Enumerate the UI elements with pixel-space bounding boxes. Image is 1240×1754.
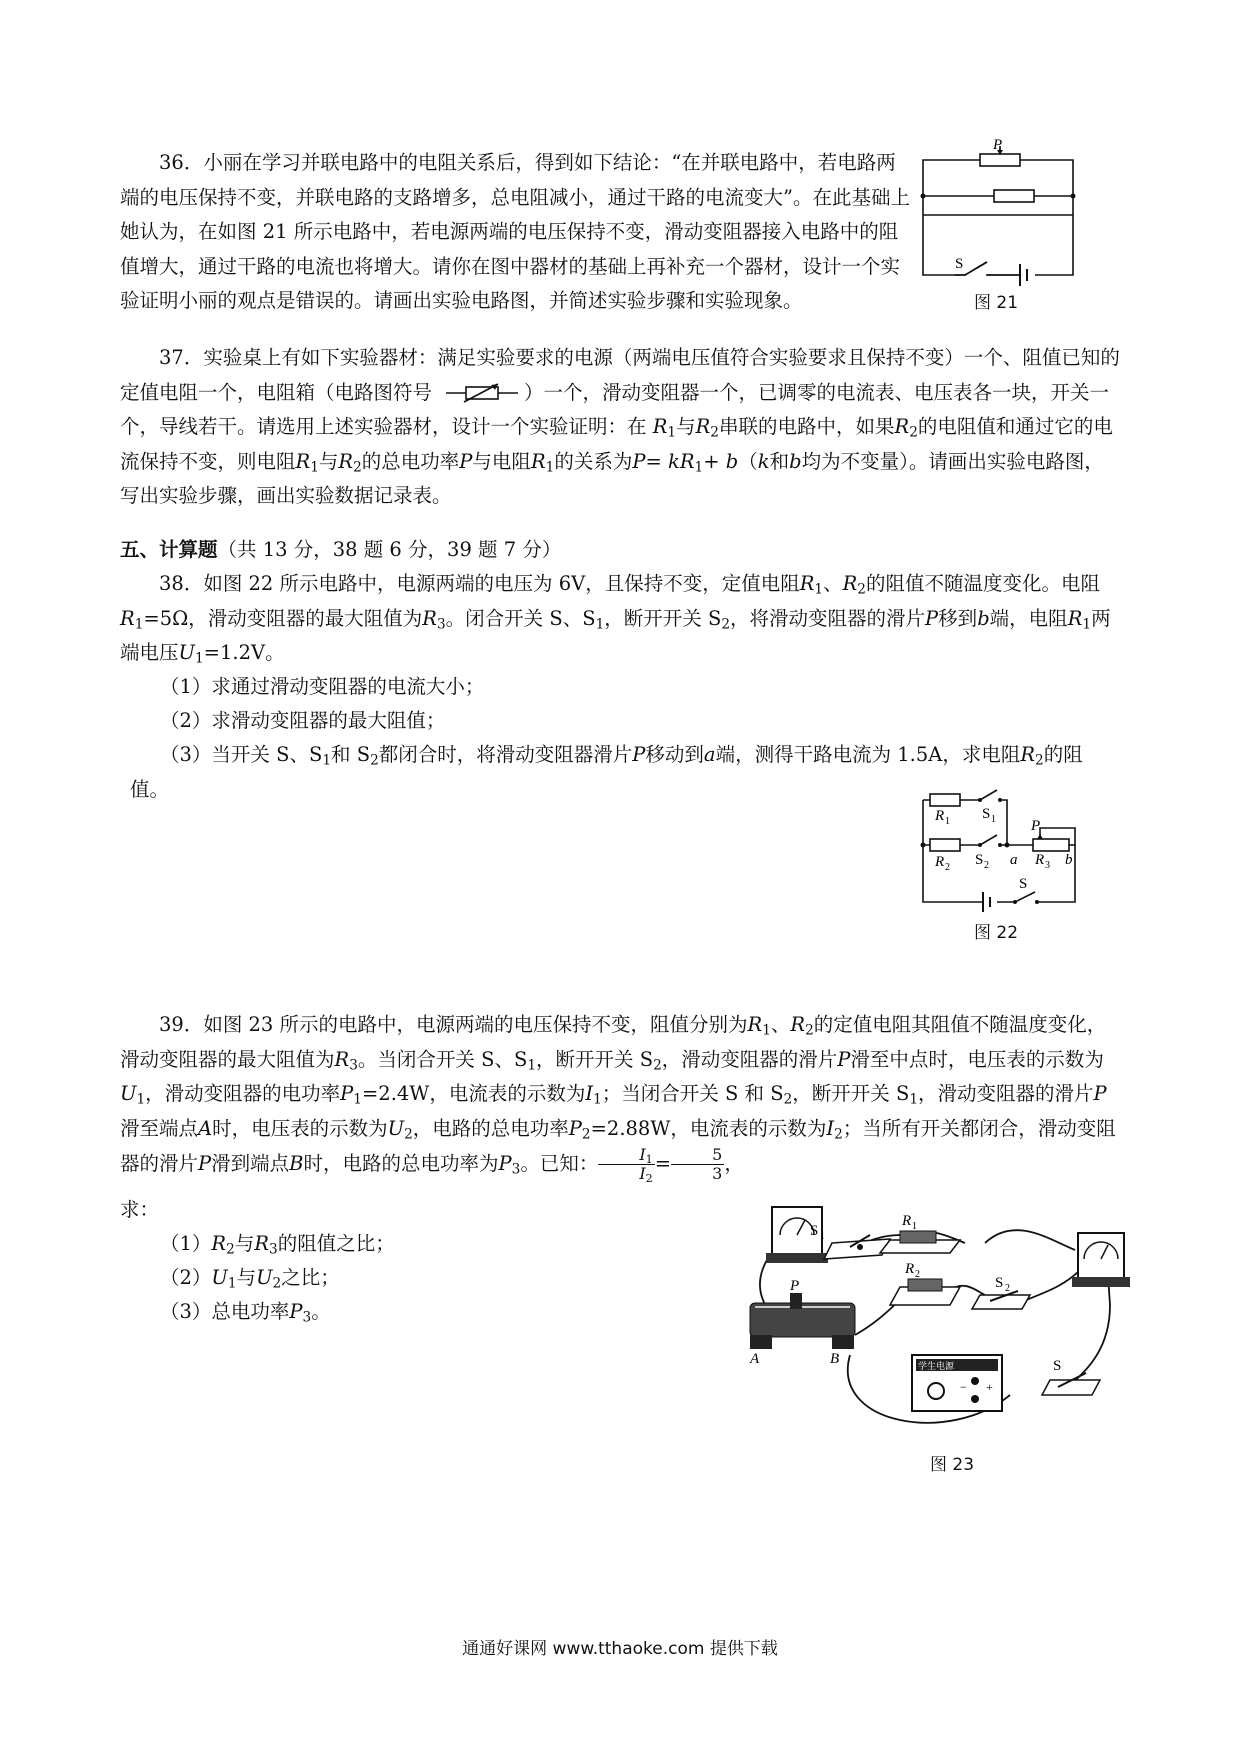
q39-ask: 求： — [120, 1198, 160, 1221]
label-s-icon: S — [1053, 1358, 1062, 1374]
label-r1-icon: R — [902, 1213, 912, 1229]
q38-text: 38．如图 22 所示电路中，电源两端的电压为 6V，且保持不变，定值电阻$R_1$、$R_2$的阻值不随温度变化。电阻$R_1=5\Omega$，滑动变阻器的最大阻值为$R_3$。闭合开关 S、$S_1$，断开开关 $S_2$，将滑动变阻器的滑片P移到b端，电阻$R_1$两端电压$U_1=1.2V$。 — [120, 572, 1111, 667]
svg-text:2: 2 — [1005, 1283, 1010, 1294]
figure-21-caption: 图 21 — [974, 293, 1019, 313]
svg-text:S: S — [982, 806, 991, 822]
q39-text: 39．如图 23 所示的电路中，电源两端的电压保持不变，阻值分别为$R_1$、$R_2$的定值电阻其阻值不随温度变化，滑动变阻器的最大阻值为$R_3$。当闭合开关 S、$S_1$，断开开关 $S_2$，滑动变阻器的滑片P滑至中点时，电压表的示数为$U_1$，滑动变阻器的电功率$P_1=2.4W$，电流表的示数为$I_1$；当闭合开关 S 和 $S_2$，断开开关 $S_1$，滑动变阻器的滑片P滑至端点A时，电压表的示数为$U_2$，电路的总电功率$P_2=2.88W$，电流表的示数为$I_2$；当所有开关都闭合，滑动变阻器的滑片P滑到端点B时，电路的总电功率为$P_3$。已知： $\frac{I_1}{I_2}$ = $\frac{5}{3}$ ， — [120, 1013, 1116, 1185]
svg-text:1: 1 — [912, 1221, 917, 1232]
svg-text:S: S — [955, 256, 964, 272]
svg-text:1: 1 — [945, 816, 950, 827]
current-ratio-fraction: $\frac{I_1}{I_2}$ — [598, 1146, 654, 1183]
switch-s2-icon — [972, 1291, 1030, 1309]
q39-sub3: （3）总电功率$P_3$。 — [160, 1300, 331, 1326]
q36-body: 36．小丽在学习并联电路中的电阻关系后，得到如下结论：“在并联电路中，若电路两端的电压保持不变，并联电路的支路增多，总电阻减小，通过干路的电流变大”。在此基础上她认为，在如图 21 所示电路中，若电源两端的电压保持不变，滑动变阻器接入电路中的阻值增大，通过干路的电流也将增大。请你在图中器材的基础上再补充一个器材，设计一个实验证明小丽的观点是错误的。请画出实验电路图，并简述实验步骤和实验现象。 — [120, 151, 910, 312]
svg-text:2: 2 — [915, 1269, 920, 1280]
section-5-heading: 五、计算题（共 13 分，38 题 6 分，39 题 7 分） — [120, 538, 562, 561]
label-s1-icon: S — [810, 1223, 819, 1239]
switch-s-icon — [1042, 1373, 1100, 1395]
svg-text:P: P — [993, 137, 1003, 153]
resistance-box-symbol-icon — [446, 382, 518, 404]
resistor-r1-icon — [880, 1231, 960, 1253]
svg-text:−: − — [960, 1380, 967, 1394]
q36-text — [120, 146, 910, 319]
label-s2-icon: S — [995, 1275, 1004, 1291]
svg-text:+: + — [986, 1380, 993, 1394]
label-a-icon: A — [750, 1351, 760, 1367]
q39-sub2: $(2)U_1$与$U_2$之比； — [160, 1266, 340, 1292]
q38-sub2: （2）求滑动变阻器的最大阻值； — [160, 709, 446, 732]
svg-text:R: R — [935, 808, 945, 824]
svg-text:2: 2 — [984, 860, 989, 871]
rheostat-icon — [750, 1293, 855, 1349]
svg-text:1: 1 — [991, 814, 996, 825]
svg-text:P: P — [1031, 818, 1041, 834]
svg-text:b: b — [1065, 852, 1073, 868]
page-footer: 通通好课网 www.tthaoke.com 提供下载 — [462, 1639, 778, 1659]
switch-s1-icon — [824, 1235, 890, 1259]
svg-text:S: S — [975, 852, 984, 868]
figure-23-apparatus — [750, 1195, 1130, 1445]
q37-text: 37．实验桌上有如下实验器材：满足实验要求的电源（两端电压值符合实验要求且保持不变）一个、阻值已知的定值电阻一个，电阻箱（电路图符号 ）一个，滑动变阻器一个，已调零的电流表、电压表各一块，开关一个，导线若干。请选用上述实验器材，设计一个实验证明：在 $R_1$与$R_2$串联的电路中，如果$R_2$的电阻值和通过它的电流保持不变，则电阻$R_1$与$R_2$的总电功率P与电阻$R_1$的关系为$P= kR_1+ b(k$和b均为不变量）。请画出实验电路图，写出实验步骤，画出实验数据记录表。 — [120, 346, 1120, 507]
svg-text:1: 1 — [820, 1231, 825, 1242]
power-supply-label: 学生电源 — [918, 1361, 955, 1371]
resistor-r2-icon — [890, 1279, 960, 1305]
figure-21-circuit — [915, 137, 1090, 285]
label-p-icon: P — [790, 1278, 800, 1294]
figure-22-circuit — [915, 790, 1090, 910]
q38-sub1: （1）求通过滑动变阻器的电流大小； — [160, 675, 485, 698]
q38-sub3: （3）当开关 S、$S_1$和 $S_2$都闭合时，将滑动变阻器滑片P移动到a端，测得干路电流为 1.5A，求电阻$R_2$的阻值。 — [130, 743, 1083, 801]
svg-text:3: 3 — [1045, 860, 1050, 871]
ratio-value-fraction: $\frac{5}{3}$ — [671, 1146, 724, 1183]
svg-text:R: R — [935, 854, 945, 870]
svg-text:a: a — [1010, 852, 1018, 868]
voltmeter-left-icon — [766, 1207, 828, 1263]
svg-text:2: 2 — [945, 862, 950, 873]
svg-text:R: R — [1035, 852, 1045, 868]
ammeter-right-icon — [1072, 1233, 1130, 1287]
q39-sub1: $(1)R_2$与$R_3$的阻值之比； — [160, 1232, 395, 1258]
svg-text:S: S — [1019, 876, 1028, 892]
figure-23-caption: 图 23 — [930, 1455, 975, 1475]
label-r2-icon: R — [905, 1261, 915, 1277]
figure-22-caption: 图 22 — [974, 923, 1019, 943]
label-b-icon: B — [830, 1351, 840, 1367]
